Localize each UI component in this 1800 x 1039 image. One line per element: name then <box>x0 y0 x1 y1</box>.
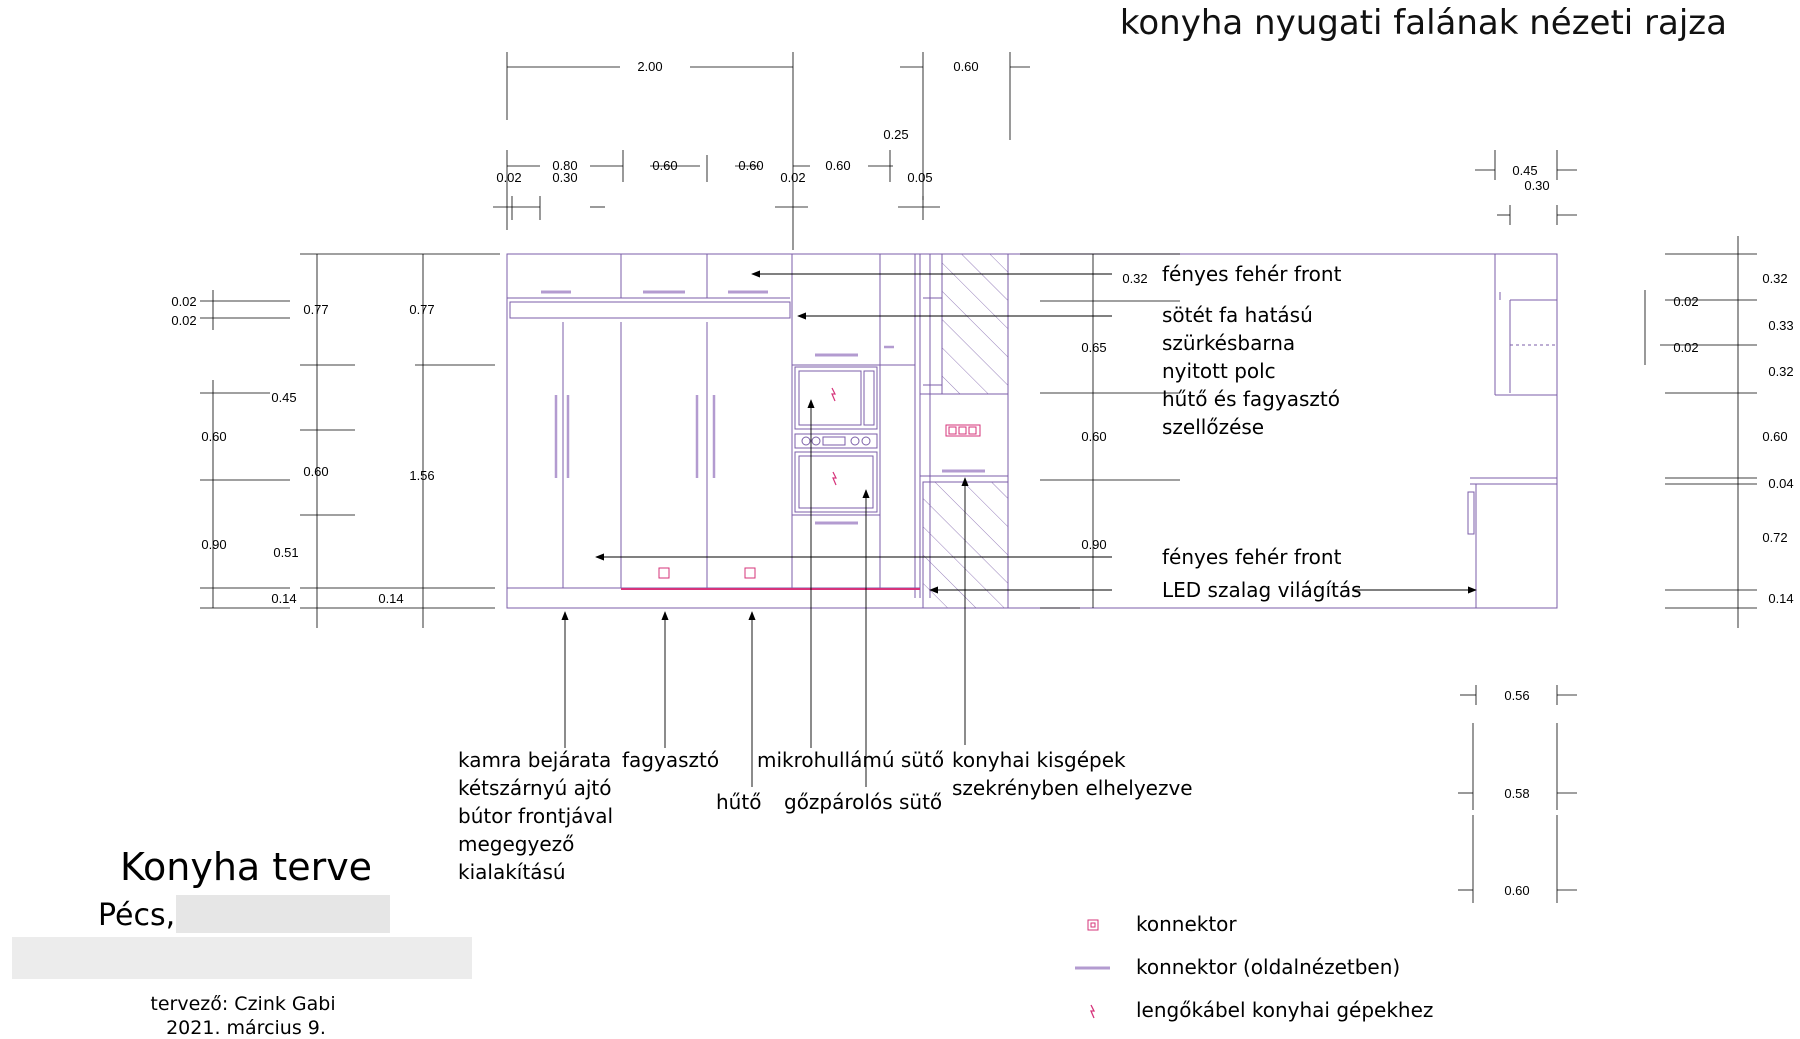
dim-top-8: 0.60 <box>738 158 764 173</box>
callout-microwave: mikrohullámú sütő <box>757 748 945 772</box>
dim-top-5: 0.30 <box>552 170 578 185</box>
dim-top-13: 0.30 <box>1524 178 1550 193</box>
project-name: Konyha terve <box>120 845 373 889</box>
dim-top-2: 0.60 <box>953 59 979 74</box>
legend-label-connector: konnektor <box>1136 912 1237 936</box>
dim-top-12: 0.45 <box>1512 163 1538 178</box>
callout-shelf-2: szürkésbarna <box>1162 331 1296 355</box>
callout-steam-oven: gőzpárolós sütő <box>784 790 943 814</box>
dim-left-9: 0.90 <box>201 537 227 552</box>
dim-left-10: 0.51 <box>273 545 299 560</box>
dim-left-4: 0.77 <box>409 302 435 317</box>
dim-left-5: 0.45 <box>271 390 297 405</box>
callout-led: LED szalag világítás <box>1162 578 1362 602</box>
dim-right-7: 0.04 <box>1768 476 1794 491</box>
redaction-bar-2 <box>12 937 472 979</box>
dim-left-11: 0.14 <box>271 591 297 606</box>
dim-right-3: 0.33 <box>1768 318 1794 333</box>
dim-top-6: 0.02 <box>496 170 522 185</box>
elevation-outline <box>507 254 1557 608</box>
dim-right-5: 0.32 <box>1768 364 1794 379</box>
dim-right-4: 0.02 <box>1673 340 1699 355</box>
cable-mark-oven <box>833 472 836 485</box>
legend-label-cable: lengőkábel konyhai gépekhez <box>1136 998 1434 1022</box>
callout-fridge: hűtő <box>716 790 762 814</box>
callout-pantry-2: kétszárnyú ajtó <box>458 776 612 800</box>
drawing-title: konyha nyugati falának nézeti rajza <box>1119 3 1727 43</box>
dim-bottom-right-3: 0.60 <box>1504 883 1530 898</box>
dim-center-2: 0.65 <box>1081 340 1107 355</box>
dim-left-1: 0.02 <box>171 294 197 309</box>
callout-pantry-5: kialakítású <box>458 860 566 884</box>
callout-leaders <box>565 274 1476 787</box>
callout-pantry-4: megegyező <box>458 832 575 856</box>
dim-top-7: 0.60 <box>652 158 678 173</box>
dim-top-3: 0.25 <box>883 127 909 142</box>
dim-left-12: 0.14 <box>378 591 404 606</box>
cable-icon <box>1091 1005 1094 1018</box>
callout-shelf-1: sötét fa hatású <box>1162 303 1313 327</box>
dim-bottom-right-2: 0.58 <box>1504 786 1530 801</box>
callout-front-top: fényes fehér front <box>1162 262 1342 286</box>
dim-top-4: 0.80 <box>552 158 578 173</box>
dim-center-3: 0.60 <box>1081 429 1107 444</box>
callout-freezer: fagyasztó <box>622 748 720 772</box>
dim-right-2: 0.02 <box>1673 294 1699 309</box>
legend <box>1075 912 1433 1022</box>
callout-shelf-4: hűtő és fagyasztó <box>1162 387 1340 411</box>
dim-left-8: 1.56 <box>409 468 435 483</box>
dim-right-1: 0.32 <box>1762 271 1788 286</box>
callout-appliances-2: szekrényben elhelyezve <box>952 776 1193 800</box>
dim-top-11: 0.05 <box>907 170 933 185</box>
callout-appliances-1: konyhai kisgépek <box>952 748 1126 772</box>
dim-bottom-right-1: 0.56 <box>1504 688 1530 703</box>
dim-right-9: 0.14 <box>1768 591 1794 606</box>
dim-top-1: 2.00 <box>637 59 663 74</box>
dim-left-7: 0.60 <box>303 464 329 479</box>
project-city: Pécs, <box>98 898 176 933</box>
dim-center-1: 0.32 <box>1122 271 1148 286</box>
callout-shelf-3: nyitott polc <box>1162 359 1276 383</box>
cable-mark-microwave <box>832 388 835 401</box>
callout-front-bottom: fényes fehér front <box>1162 545 1342 569</box>
dim-left-2: 0.02 <box>171 313 197 328</box>
callout-pantry-3: bútor frontjával <box>458 804 614 828</box>
date: 2021. március 9. <box>166 1017 326 1039</box>
redaction-bar-1 <box>176 895 390 933</box>
dim-left-6: 0.60 <box>201 429 227 444</box>
legend-label-connector-side: konnektor (oldalnézetben) <box>1136 955 1401 979</box>
dim-right-8: 0.72 <box>1762 530 1788 545</box>
dim-right-6: 0.60 <box>1762 429 1788 444</box>
dim-center-4: 0.90 <box>1081 537 1107 552</box>
dim-top-10: 0.60 <box>825 158 851 173</box>
designer: tervező: Czink Gabi <box>150 993 336 1015</box>
connector-icon <box>1088 920 1098 930</box>
callout-pantry-1: kamra bejárata <box>458 748 612 772</box>
callout-shelf-5: szellőzése <box>1162 415 1265 439</box>
dim-top-9: 0.02 <box>780 170 806 185</box>
dim-left-3: 0.77 <box>303 302 329 317</box>
